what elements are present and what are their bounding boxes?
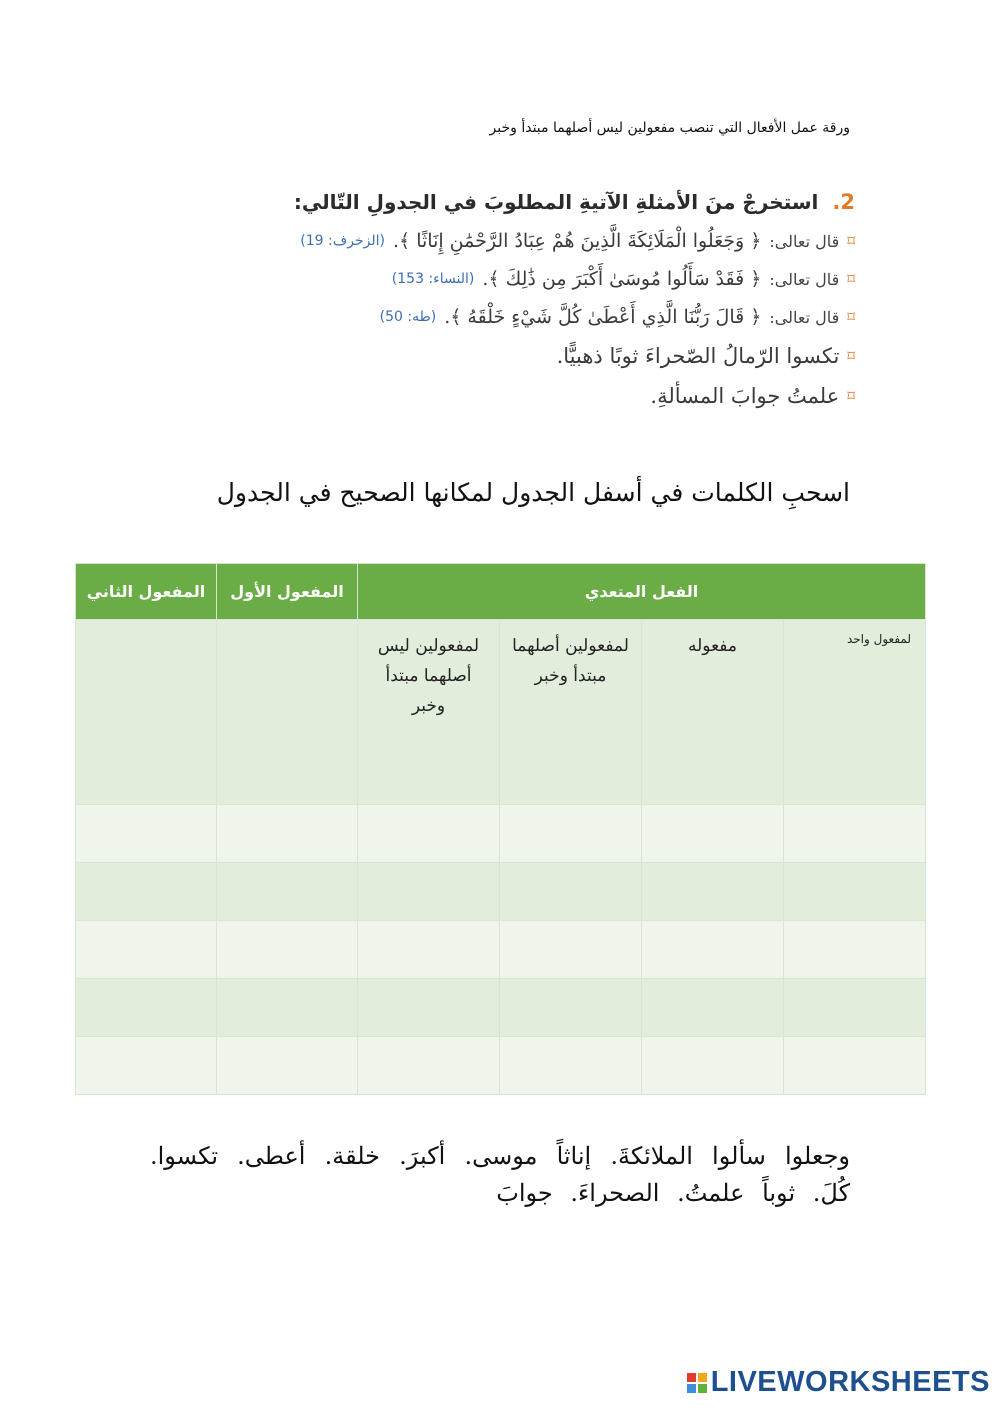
drop-cell[interactable] <box>784 979 926 1037</box>
draggable-word-bank[interactable]: وجعلوا سألوا الملائكةَ. إناثاً موسى. أكبرَ. خلقة. أعطى. تكسوا. كُلَ. ثوباً علمتُ. الصحراءَ. جوابَ <box>150 1142 850 1208</box>
subheader-its-object-label: مفعوله <box>688 636 737 656</box>
example-line <box>195 268 855 290</box>
drop-cell[interactable] <box>357 1037 499 1095</box>
drop-cell[interactable] <box>642 979 784 1037</box>
instruction-text: اسحبِ الكلمات في أسفل الجدول لمكانها الصحيح في الجدول <box>216 478 850 507</box>
answer-table <box>76 563 926 1090</box>
example-text: ﴿ فَقَدْ سَأَلُوا مُوسَىٰ أَكْبَرَ مِن ذَٰلِكَ ﴾. <box>482 268 762 290</box>
drop-cell[interactable] <box>75 863 216 921</box>
drop-cell[interactable] <box>357 979 499 1037</box>
drop-cell[interactable] <box>216 921 357 979</box>
bullet-icon: ⌑ <box>847 308 855 326</box>
bullet-icon: ⌑ <box>847 270 855 288</box>
drop-cell[interactable] <box>784 921 926 979</box>
exercise-number: 2. <box>832 190 855 214</box>
drop-cell[interactable] <box>500 979 642 1037</box>
bullet-icon: ⌑ <box>847 387 855 405</box>
header-first-object: المفعول الأول <box>216 564 357 620</box>
logo-squares-icon <box>687 1373 707 1393</box>
drop-cell[interactable] <box>784 805 926 863</box>
drop-cell[interactable] <box>500 921 642 979</box>
subheader-its-object[interactable] <box>642 620 784 805</box>
example-line <box>195 230 855 252</box>
subheader-one-object-label: لمفعول واحد <box>846 632 911 646</box>
drop-cell[interactable] <box>357 921 499 979</box>
subheader-two-objects-mubtada[interactable] <box>500 620 642 805</box>
drop-cell[interactable] <box>216 979 357 1037</box>
drop-cell[interactable] <box>357 863 499 921</box>
table-row <box>75 979 925 1037</box>
drop-cell[interactable] <box>216 620 357 805</box>
example-text: ﴿ وَجَعَلُوا الْمَلَائِكَةَ الَّذِينَ هُمْ عِبَادُ الرَّحْمَٰنِ إِنَاثًا ﴾. <box>393 230 762 252</box>
drop-cell[interactable] <box>75 620 216 805</box>
drop-cell[interactable] <box>75 805 216 863</box>
drop-cell[interactable] <box>642 863 784 921</box>
drop-cell[interactable] <box>500 805 642 863</box>
drop-cell[interactable] <box>75 921 216 979</box>
exercise-heading-text: استخرجْ منَ الأمثلةِ الآتيةِ المطلوبَ في الجدولِ التّالي: <box>293 190 819 214</box>
subheader-one-object[interactable] <box>784 620 926 805</box>
table-row <box>75 805 925 863</box>
example-reference: (الزخرف: 19) <box>300 233 385 249</box>
drop-cell[interactable] <box>75 1037 216 1095</box>
example-line <box>195 306 855 328</box>
drop-cell[interactable] <box>216 1037 357 1095</box>
drop-cell[interactable] <box>216 863 357 921</box>
example-reference: (النساء: 153) <box>391 271 475 287</box>
table-header-row <box>75 564 925 620</box>
drop-cell[interactable] <box>216 805 357 863</box>
subheader-two-objects-mubtada-label: لمفعولين أصلهما مبتدأ وخبر <box>512 636 629 686</box>
header-transitive-verb: الفعل المتعدي <box>357 564 925 620</box>
example-intro: قال تعالى: <box>769 307 840 327</box>
subheader-two-objects-not-mubtada[interactable] <box>357 620 499 805</box>
exercise-block <box>195 190 855 480</box>
liveworksheets-logo <box>687 1366 990 1399</box>
bullet-icon: ⌑ <box>847 232 855 250</box>
example-line <box>195 344 855 368</box>
table-row <box>75 1037 925 1095</box>
drop-cell[interactable] <box>642 805 784 863</box>
example-intro: قال تعالى: <box>769 231 840 251</box>
example-reference: (طه: 50) <box>379 309 437 325</box>
exercise-heading <box>195 190 855 214</box>
drop-cell[interactable] <box>500 1037 642 1095</box>
page-title: ورقة عمل الأفعال التي تنصب مفعولين ليس أصلهما مبتدأ وخبر <box>489 120 850 136</box>
table-row <box>75 863 925 921</box>
drop-cell[interactable] <box>642 1037 784 1095</box>
example-line <box>195 384 855 408</box>
drop-cell[interactable] <box>784 863 926 921</box>
table-subheader-row <box>75 620 925 805</box>
drop-cell[interactable] <box>357 805 499 863</box>
table-row <box>75 921 925 979</box>
header-second-object: المفعول الثاني <box>75 564 216 620</box>
example-text: علمتُ جوابَ المسألةِ. <box>650 384 840 408</box>
subheader-two-objects-not-mubtada-label: لمفعولين ليس أصلهما مبتدأ وخبر <box>377 636 480 716</box>
drop-cell[interactable] <box>642 921 784 979</box>
drop-cell[interactable] <box>784 1037 926 1095</box>
drop-cell[interactable] <box>75 979 216 1037</box>
drop-cell[interactable] <box>500 863 642 921</box>
example-intro: قال تعالى: <box>769 269 840 289</box>
example-text: ﴿ قَالَ رَبُّنَا الَّذِي أَعْطَىٰ كُلَّ شَيْءٍ خَلْقَهُ ﴾. <box>444 306 762 328</box>
example-text: تكسوا الرّمالُ الصّحراءَ ثوبًا ذهبيًّا. <box>556 344 840 368</box>
bullet-icon: ⌑ <box>847 347 855 365</box>
logo-text: LIVEWORKSHEETS <box>710 1366 990 1398</box>
